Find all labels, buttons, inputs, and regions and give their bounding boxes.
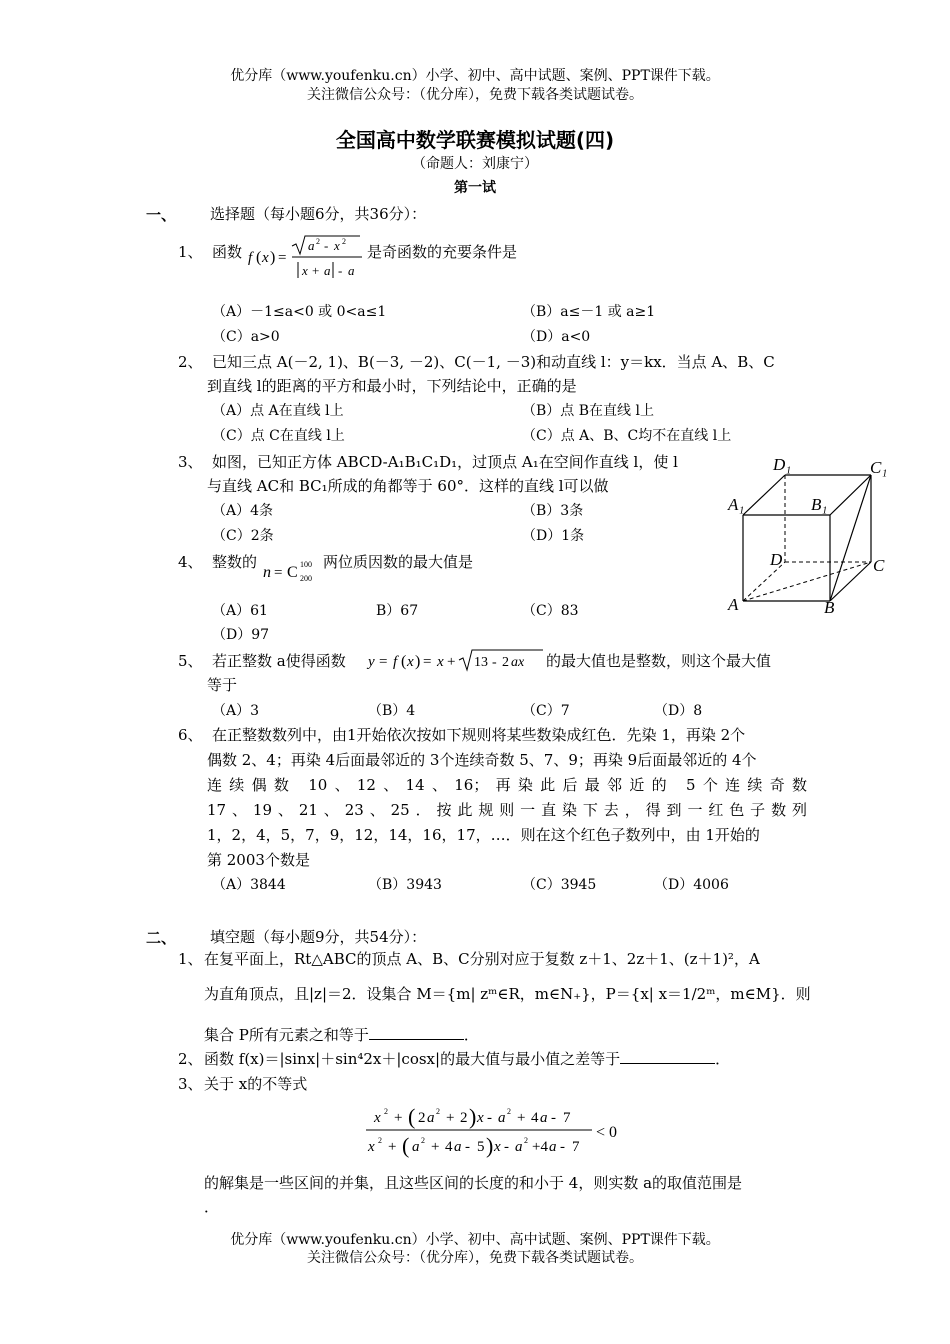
s2-q1-line-2: 为直角顶点，且|z|＝2．设集合 M＝{m| zᵐ∈R，m∈N₊}，P＝{x| x＝1/2ᵐ，m∈M}．则 [204,985,811,1003]
q6-number: 6、 [178,726,203,744]
svg-text:(: ( [402,1133,410,1158]
s2-q2-number: 2、 [178,1050,203,1068]
svg-text:2: 2 [502,655,509,670]
q3-line-1: 如图，已知正方体 ABCD-A₁B₁C₁D₁，过顶点 A₁在空间作直线 l，使 l [212,453,678,471]
q5-stem-a: 若正整数 a使得函数 [212,652,346,670]
svg-text:): ) [486,1133,494,1158]
label-A1: A₁ [728,495,745,514]
s2-q1-line-3-end: ． [463,1026,479,1044]
svg-text:4: 4 [531,1110,539,1126]
svg-text:=: = [274,565,283,581]
s2-q1-line-3 [204,1024,479,1046]
label-C: C [873,556,885,575]
q5-option-a: （A）3 [212,703,260,719]
svg-text:a: a [427,1110,435,1126]
svg-text:x: x [262,250,269,266]
author-line: （命题人：刘康宁） [412,156,538,172]
svg-text:-: - [487,1110,492,1126]
label-D1: D₁ [773,455,792,474]
svg-text:): ) [415,653,421,670]
edge-A1-D1 [743,475,785,515]
diagonal-A-C [743,562,871,601]
q6-line-2: 偶数 2、4；再染 4后面最邻近的 3个连续奇数 5、7、9；再染 9后面最邻近的 4个 [207,751,757,769]
q5-option-b: （B）4 [368,703,416,719]
svg-text:2: 2 [384,1107,388,1116]
label-B: B [824,598,835,617]
page-title: 全国高中数学联赛模拟试题(四) [335,128,615,152]
q6-line-6: 第 2003个数是 [207,851,310,869]
q6-option-b: （B）3943 [368,877,442,893]
q4-number: 4、 [178,553,203,571]
label-D: D [770,550,783,569]
s2-q2-text: 函数 f(x)＝|sinx|＋sin⁴2x＋|cosx|的最大值与最小值之差等于 [204,1050,621,1068]
s2-q1-answer-blank[interactable] [369,1025,464,1040]
svg-text:x: x [334,238,340,253]
q3-line-2: 与直线 AC和 BC₁所成的角都等于 60°．这样的直线 l可以做 [207,477,609,495]
q5-option-c: （C）7 [522,703,570,719]
s2-q2-line [204,1048,730,1070]
svg-text:a: a [540,1110,548,1126]
q2-option-c: （C）点 C在直线 l上 [212,428,345,444]
label-C1: C₁ [870,458,888,477]
svg-text:a: a [515,1139,523,1155]
svg-text:+: + [446,1110,455,1126]
svg-text:n: n [263,564,271,581]
q3-option-b: （B）3条 [522,503,584,519]
q2-option-b: （B）点 B在直线 l上 [522,403,654,419]
s2-q3-number: 3、 [178,1075,203,1093]
svg-text:2: 2 [418,1110,426,1126]
q5-formula [366,646,546,674]
svg-text:x: x [477,1110,484,1126]
s2-q3-inequality [360,1100,630,1160]
s2-q3-line-2: 的解集是一些区间的并集，且这些区间的长度的和小于 4，则实数 a的取值范围是 [204,1174,743,1192]
s2-q1-line-1: 在复平面上，Rt△ABC的顶点 A、B、C分别对应于复数 z＋1、2z＋1、(z＋1)²，A [204,950,760,968]
header-line-1: 优分库（www.youfenku.cn）小学、初中、高中试题、案例、PPT课件下载。 [230,68,720,84]
q2-line-1: 已知三点 A(－2, 1)、B(－3, －2)、C(－1, －3)和动直线 l：y＝kx．当点 A、B、C [212,353,775,371]
svg-text:=: = [379,654,388,670]
svg-text:5: 5 [477,1139,485,1155]
q1-option-b: （B）a≤－1 或 a≥1 [522,304,656,320]
svg-text:ax: ax [511,655,525,670]
svg-text:7: 7 [563,1110,571,1126]
svg-text:+: + [431,1139,440,1155]
svg-text:=: = [278,250,287,266]
section-2-heading: 填空题（每小题9分，共54分）： [210,928,427,946]
svg-text:+: + [312,263,320,278]
svg-text:=: = [423,654,432,670]
q6-option-c: （C）3945 [522,877,597,893]
q1-option-c: （C）a>0 [212,329,280,345]
svg-text:<: < [596,1124,606,1141]
svg-text:0: 0 [609,1124,617,1141]
svg-text:2: 2 [436,1107,440,1116]
q1-stem-a: 函数 [212,243,243,261]
header-line-2: 关注微信公众号：（优分库），免费下载各类试题试卷。 [307,87,643,103]
q4-option-c: （C）83 [522,603,579,619]
svg-text:13: 13 [474,655,488,670]
svg-text:-: - [560,1139,565,1155]
q1-stem-b: 是奇函数的充要条件是 [367,243,518,261]
svg-text:y: y [368,654,375,670]
q1-option-d: （D）a<0 [522,329,591,345]
part-label: 第一试 [454,180,496,196]
svg-text:x: x [374,1110,381,1126]
svg-text:a: a [412,1139,420,1155]
svg-text:200: 200 [300,574,312,583]
svg-text:2: 2 [316,237,320,246]
q1-option-a: （A）－1≤a<0 或 0<a≤1 [212,304,387,320]
q5-number: 5、 [178,652,203,670]
svg-text:a: a [308,238,315,253]
q4-stem-a: 整数的 [212,553,258,571]
section-1-number: 一、 [146,206,177,224]
svg-text:x: x [437,654,444,670]
s2-q1-number: 1、 [178,950,203,968]
svg-text:f: f [248,250,253,266]
q3-option-c: （C）2条 [212,528,274,544]
svg-text:-: - [338,263,343,278]
svg-text:2: 2 [460,1110,468,1126]
s2-q1-line-3-text: 集合 P所有元素之和等于 [204,1026,369,1044]
svg-text:x: x [368,1139,375,1155]
footer-line-1: 优分库（www.youfenku.cn）小学、初中、高中试题、案例、PPT课件下载。 [230,1232,720,1248]
q2-option-a: （A）点 A在直线 l上 [212,403,344,419]
q4-formula [261,553,323,587]
label-B1: B₁ [811,495,828,514]
q1-formula [246,232,366,286]
q4-option-b: B）67 [376,603,419,619]
svg-text:a: a [348,263,355,278]
q3-option-d: （D）1条 [522,528,585,544]
s2-q2-end: ． [715,1050,731,1068]
q3-option-a: （A）4条 [212,503,274,519]
section-2-number: 二、 [146,929,177,947]
q5-stem-b: 的最大值也是整数，则这个最大值 [546,652,772,670]
svg-text:(: ( [408,1104,416,1129]
q2-option-d: （C）点 A、B、C均不在直线 l上 [522,428,732,444]
svg-text:a: a [498,1110,506,1126]
svg-text:a: a [549,1139,557,1155]
q4-option-d: （D）97 [212,627,270,643]
svg-text:2: 2 [378,1136,382,1145]
svg-text:-: - [492,655,497,670]
svg-text:+4: +4 [532,1139,548,1155]
cube-figure [722,452,897,622]
svg-text:2: 2 [421,1136,425,1145]
q5-option-d: （D）8 [654,703,703,719]
footer-line-2: 关注微信公众号：（优分库），免费下载各类试题试卷。 [307,1250,643,1266]
svg-text:7: 7 [572,1139,580,1155]
q6-option-a: （A）3844 [212,877,286,893]
svg-text:2: 2 [342,237,346,246]
q6-option-d: （D）4006 [654,877,729,893]
svg-text:x: x [494,1139,501,1155]
svg-text:): ) [469,1104,477,1129]
q1-number: 1、 [178,243,203,261]
s2-q3-line-3: ． [204,1198,220,1216]
q3-number: 3、 [178,453,203,471]
svg-text:-: - [324,238,329,253]
svg-text:2: 2 [507,1107,511,1116]
svg-text:+: + [447,654,456,670]
s2-q2-answer-blank[interactable] [620,1049,715,1064]
svg-text:4: 4 [445,1139,453,1155]
s2-q3-line-1: 关于 x的不等式 [204,1075,308,1093]
q6-line-3: 连续偶数 10、12、14、16；再染此后最邻近的 5个连续奇数 [207,776,807,794]
svg-text:C: C [287,564,298,581]
svg-text:+: + [394,1110,403,1126]
q6-line-4: 17、19、21、23、25．按此规则一直染下去，得到一红色子数列 [207,801,807,819]
svg-text:a: a [454,1139,462,1155]
svg-text:x: x [407,654,414,670]
svg-text:): ) [270,249,276,266]
svg-text:f: f [393,654,398,670]
svg-text:-: - [465,1139,470,1155]
svg-text:a: a [324,263,331,278]
svg-text:100: 100 [300,560,312,569]
svg-text:-: - [504,1139,509,1155]
svg-text:(: ( [401,653,407,670]
svg-text:+: + [388,1139,397,1155]
svg-text:-: - [551,1110,556,1126]
q4-stem-b: 两位质因数的最大值是 [323,553,474,571]
q2-line-2: 到直线 l的距离的平方和最小时，下列结论中，正确的是 [207,377,577,395]
section-1-heading: 选择题（每小题6分，共36分）： [210,205,427,223]
svg-text:2: 2 [524,1136,528,1145]
q6-line-5: 1，2，4，5，7，9，12，14，16，17，…．则在这个红色子数列中，由 1开始的 [207,826,760,844]
svg-text:x: x [302,263,308,278]
q6-line-1: 在正整数数列中，由1开始依次按如下规则将某些数染成红色．先染 1，再染 2个 [212,726,746,744]
svg-text:(: ( [256,249,262,266]
svg-text:+: + [517,1110,526,1126]
q5-line-2: 等于 [207,676,238,694]
q4-option-a: （A）61 [212,603,268,619]
label-A: A [728,595,739,614]
q2-number: 2、 [178,353,203,371]
